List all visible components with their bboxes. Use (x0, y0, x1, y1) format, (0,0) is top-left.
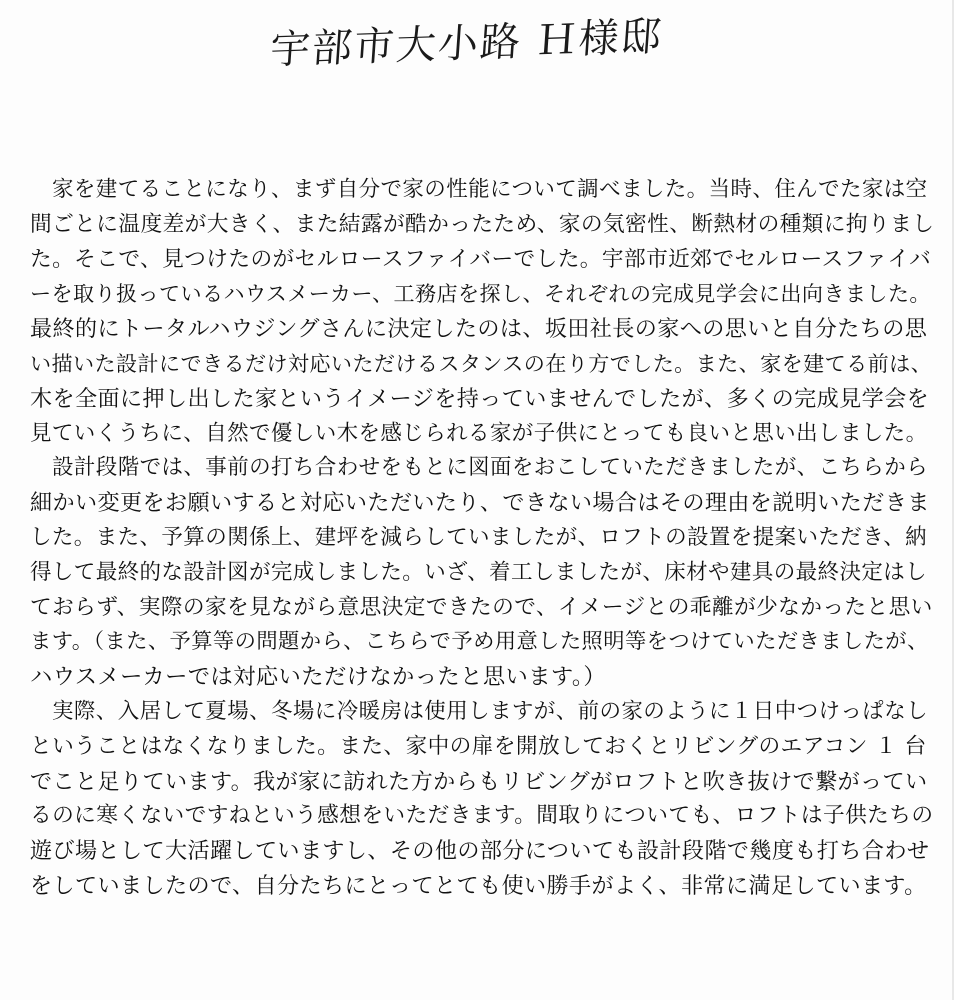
text-line: ます。（また、予算等の問題から、こちらで予め用意した照明等をつけていただきましたが、 (30, 629, 929, 655)
text-line: 間ごとに温度差が大きく、また結露が酷かったため、家の気密性、断熱材の種類に拘りまし (30, 211, 935, 237)
text-line: 木を全面に押し出した家というイメージを持っていませんでしたが、多くの完成見学会を (30, 385, 930, 412)
text-line: ということはなくなりました。また、家中の扉を開放しておくとリビングのエアコン １ 台 (30, 733, 927, 759)
text-line: 細かい変更をお願いすると対応いただいたり、できない場合はその理由を説明いただきま (30, 490, 930, 517)
testimonial-body (30, 173, 934, 904)
text-line: 得して最終的な設計図が完成しました。いざ、着工しましたが、床材や建具の最終決定はし (30, 559, 928, 585)
text-line: をしていましたので、自分たちにとってとても使い勝手がよく、非常に満足しています。 (30, 872, 927, 899)
text-line: 遊び場として大活躍していますし、その他の部分についても設計段階で幾度も打ち合わせ (30, 838, 930, 865)
text-line: した。また、予算の関係上、建坪を減らしていましたが、ロフトの設置を提案いただき、納 (30, 524, 928, 550)
text-line: でこと足りています。我が家に訪れた方からもリビングがロフトと吹き抜けで繋がってい (30, 768, 928, 795)
text-line: るのに寒くないですねという感想をいただきます。間取りについても、ロフトは子供たちの (30, 803, 934, 829)
text-line: ーを取り扱っているハウスメーカー、工務店を探し、それぞれの完成見学会に出向きました。 (30, 281, 931, 307)
text-line: 見ていくうちに、自然で優しい木を感じられる家が子供にとっても良いと思い出しました。 (30, 420, 928, 446)
text-line: ておらず、実際の家を見ながら意思決定できたので、イメージとの乖離が少なかったと思い (30, 594, 933, 620)
text-line: ハウスメーカーでは対応いただけなかったと思います。） (30, 664, 607, 691)
handwritten-title: 宇部市大小路 Ｈ様邸 (268, 13, 665, 74)
text-line: た。そこで、見つけたのがセルロースファイバーでした。宇部市近郊でセルロースファイバ (30, 246, 932, 272)
text-line: 実際、入居して夏場、冬場に冷暖房は使用しますが、前の家のように１日中つけっぱなし (52, 698, 929, 724)
text-line: い描いた設計にできるだけ対応いただけるスタンスの在り方でした。また、家を建てる前は、 (30, 350, 933, 376)
text-line: 最終的にトータルハウジングさんに決定したのは、坂田社長の家への思いと自分たちの思 (30, 316, 928, 343)
text-line: 家を建てることになり、まず自分で家の性能について調べました。当時、住んでた家は空 (52, 177, 928, 202)
text-line: 設計段階では、事前の打ち合わせをもとに図面をおこしていただきましたが、こちらから (52, 455, 929, 481)
